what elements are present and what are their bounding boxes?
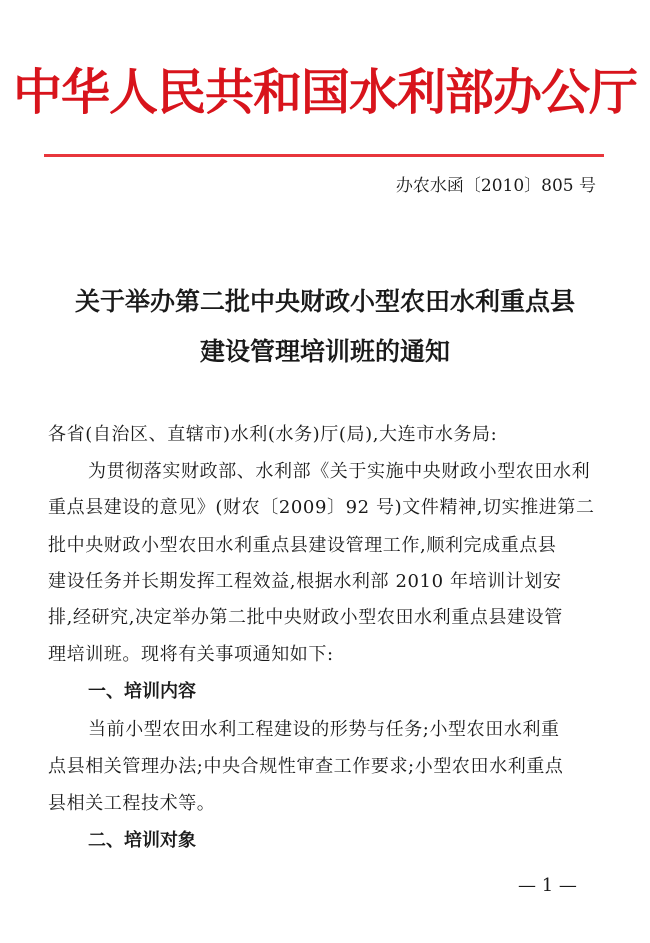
body-line: 为贯彻落实财政部、水利部《关于实施中央财政小型农田水利 bbox=[88, 461, 591, 482]
red-divider-line bbox=[44, 154, 604, 157]
document-number: 办农水函〔2010〕805 号 bbox=[395, 176, 596, 196]
page-number: — 1 — bbox=[518, 875, 577, 896]
body-line: 点县相关管理办法;中央合规性审查工作要求;小型农田水利重点 bbox=[48, 756, 564, 777]
section-heading-target: 二、培训对象 bbox=[88, 830, 196, 851]
letterhead-title: 中华人民共和国水利部办公厅 bbox=[12, 63, 637, 121]
notice-title-line-2: 建设管理培训班的通知 bbox=[199, 337, 450, 366]
body-line: 当前小型农田水利工程建设的形势与任务;小型农田水利重 bbox=[88, 719, 560, 740]
addressee: 各省(自治区、直辖市)水利(水务)厅(局),大连市水务局: bbox=[48, 424, 498, 445]
body-line: 批中央财政小型农田水利重点县建设管理工作,顺利完成重点县 bbox=[48, 535, 557, 556]
body-line: 排,经研究,决定举办第二批中央财政小型农田水利重点县建设管 bbox=[48, 607, 563, 628]
body-line: 重点县建设的意见》(财农〔2009〕92 号)文件精神,切实推进第二 bbox=[48, 497, 595, 518]
body-line: 建设任务并长期发挥工程效益,根据水利部 2010 年培训计划安 bbox=[48, 571, 562, 592]
notice-title-line-1: 关于举办第二批中央财政小型农田水利重点县 bbox=[74, 287, 575, 316]
body-line: 县相关工程技术等。 bbox=[48, 793, 216, 814]
section-heading-content: 一、培训内容 bbox=[88, 681, 196, 702]
body-line: 理培训班。现将有关事项通知如下: bbox=[48, 644, 334, 665]
